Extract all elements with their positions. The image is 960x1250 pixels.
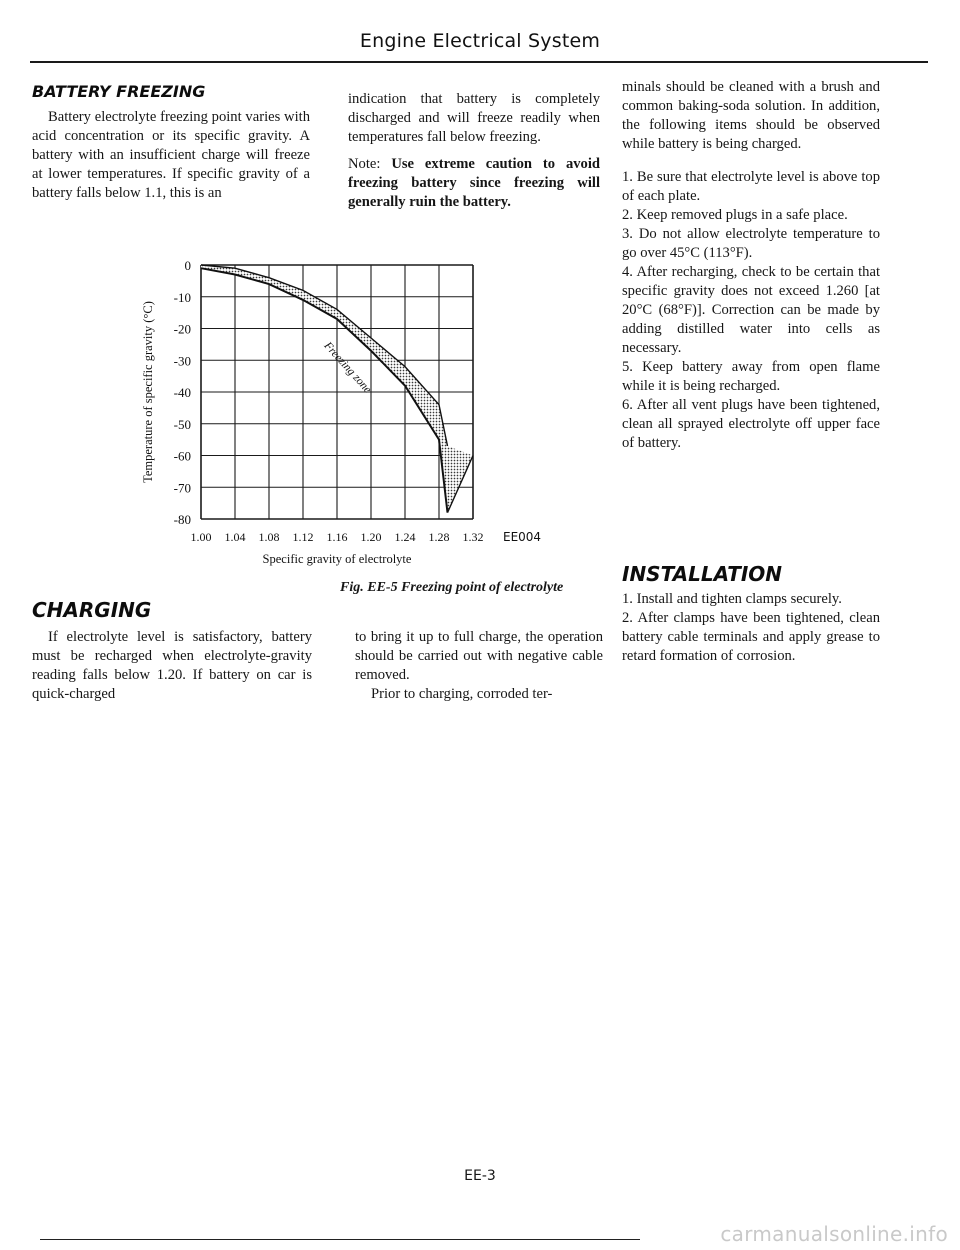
y-axis-label: Temperature of specific gravity (°C) — [141, 301, 155, 483]
battery-freezing-text-continued: indication that battery is completely discharged and will freeze readily when temperatures fall below freezing. — [348, 91, 600, 145]
charging-step: 5. Keep battery away from open flame while it is being recharged. — [622, 359, 880, 394]
figure-caption — [340, 580, 563, 596]
y-tick-label: -30 — [173, 353, 191, 369]
charging-step: 4. After recharging, check to be certain that specific gravity does not exceed 1.260 [at 20°C (68°F)]. Correction can be made by adding distilled water into cells as necessary. — [622, 264, 880, 356]
y-tick-label: 0 — [184, 258, 191, 273]
charging-paragraph-continued — [355, 628, 603, 704]
installation-section — [622, 590, 880, 666]
freezing-zone-annotation: Freezing zone — [321, 339, 374, 396]
battery-freezing-heading: BATTERY FREEZING — [32, 82, 206, 101]
battery-freezing-text: Battery electrolyte freezing point varies with acid concentration or its specific gravity. A battery with an insufficient charge will freeze at lower temperatures. If specific gravity of a battery falls below 1.1, this is an — [32, 109, 310, 201]
x-axis-label: Specific gravity of electrolyte — [262, 552, 412, 566]
y-tick-label: -80 — [173, 512, 191, 527]
charging-step: 2. Keep removed plugs in a safe place. — [622, 207, 848, 223]
installation-step: 2. After clamps have been tightened, clean battery cable terminals and apply grease to retard formation of corrosion. — [622, 610, 880, 664]
x-tick-label: 1.08 — [258, 530, 280, 544]
installation-step: 1. Install and tighten clamps securely. — [622, 591, 842, 607]
x-tick-label: 1.32 — [462, 530, 484, 544]
installation-heading: INSTALLATION — [622, 562, 783, 586]
charging-precautions — [622, 78, 880, 453]
x-tick-label: 1.12 — [292, 530, 314, 544]
charging-heading: CHARGING — [32, 598, 152, 622]
charging-text-continued: to bring it up to full charge, the operation should be carried out with negative cable removed. — [355, 629, 603, 683]
freezing-boundary-line — [201, 265, 448, 446]
x-tick-label: 1.24 — [394, 530, 416, 544]
note-label: Note: — [348, 156, 381, 172]
y-tick-label: -10 — [173, 289, 191, 305]
freezing-point-chart-svg — [108, 255, 578, 575]
x-tick-label: 1.00 — [190, 530, 212, 544]
freezing-point-chart — [108, 255, 578, 575]
charging-step: 3. Do not allow electrolyte temperature to go over 45°C (113°F). — [622, 226, 880, 261]
x-tick-label: 1.28 — [428, 530, 450, 544]
page-number: EE-3 — [464, 1168, 496, 1184]
y-tick-label: -40 — [173, 385, 191, 400]
x-tick-label: 1.04 — [224, 530, 246, 544]
caution-note — [348, 155, 600, 212]
y-tick-label: -50 — [173, 416, 191, 432]
charging-step: 6. After all vent plugs have been tightened, clean all sprayed electrolyte off upper face of battery. — [622, 397, 880, 451]
caution-note-paragraph — [348, 155, 600, 212]
note-text: Use extreme caution to avoid freezing battery since freezing will generally ruin the battery. — [348, 156, 601, 210]
figure-code: EE004 — [503, 530, 542, 544]
x-tick-label: 1.16 — [326, 530, 348, 544]
charging-text: If electrolyte level is satisfactory, battery must be recharged when electrolyte-gravity reading falls below 1.20. If battery on car is quick-charged — [32, 629, 312, 702]
installation-steps-list — [622, 590, 880, 666]
figure-number: Fig. EE-5 — [340, 580, 398, 595]
y-tick-label: -70 — [173, 480, 191, 496]
charging-paragraph — [32, 628, 312, 704]
page-header-title: Engine Electrical System — [359, 30, 601, 52]
figure-title: Freezing point of electrolyte — [401, 580, 564, 595]
footer-rule — [40, 1239, 640, 1240]
y-tick-label: -20 — [173, 321, 191, 337]
y-tick-label: -60 — [173, 448, 191, 464]
charging-step: 1. Be sure that electrolyte level is above top of each plate. — [622, 169, 880, 204]
battery-freezing-continued — [348, 90, 600, 212]
header-rule — [30, 61, 928, 63]
charging-precautions-intro: minals should be cleaned with a brush and common baking-soda solution. In addition, the following items should be observed while battery is being charged. — [622, 79, 880, 152]
x-tick-label: 1.20 — [360, 530, 382, 544]
watermark: carmanualsonline.info — [720, 1222, 948, 1246]
battery-freezing-paragraph — [32, 108, 310, 203]
charging-text-prior: Prior to charging, corroded ter- — [371, 686, 553, 702]
charging-steps-list — [622, 168, 880, 453]
